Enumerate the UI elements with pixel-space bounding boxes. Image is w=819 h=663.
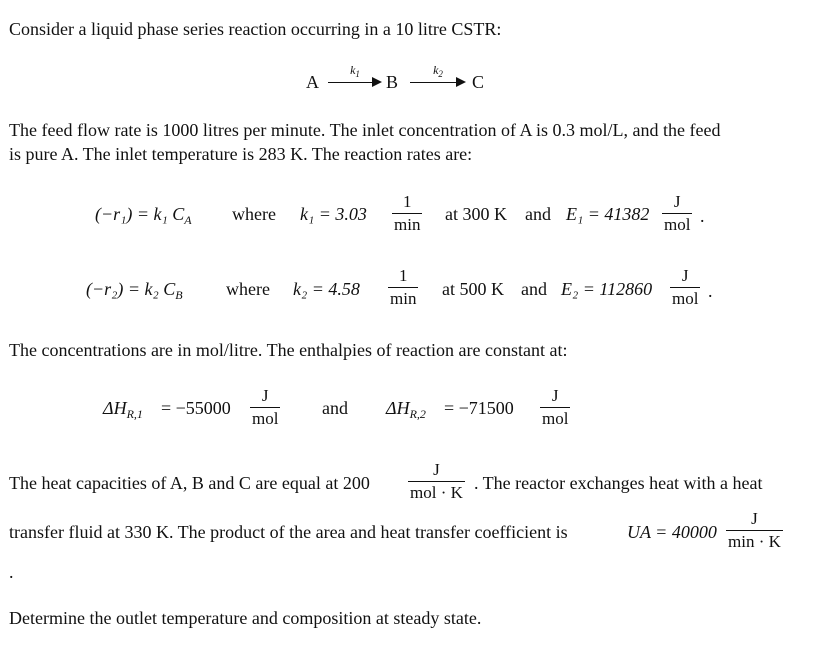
enthalpy-and: and <box>322 398 348 418</box>
arrow-k1-icon: $k_1$ <box>328 75 382 89</box>
rate1-activation-energy: E₁ = 41382 <box>566 204 650 224</box>
stray-dot: . <box>9 562 14 582</box>
species-a: A <box>306 72 319 92</box>
heat-line-1-start: The heat capacities of A, B and C are equal at 200 <box>9 473 370 493</box>
intro-text: Consider a liquid phase series reaction occurring in a 10 litre CSTR: <box>9 19 502 39</box>
rate1-unit-fraction: 1 min <box>394 192 421 234</box>
enthalpy-2-symbol: $\Delta H_{R,2}$ <box>386 398 426 421</box>
rate2-lhs: (−r₂) = k₂ $C_B$ <box>86 279 183 302</box>
enthalpy-1-value: = −55000 <box>161 398 231 418</box>
rate2-k: k₂ = 4.58 <box>293 279 360 299</box>
rate2-and: and <box>521 279 547 299</box>
rate2-energy-unit: J mol <box>672 266 699 308</box>
feed-line-2: is pure A. The inlet temperature is 283 K. The reaction rates are: <box>9 144 473 164</box>
rate2-period: . <box>708 281 713 301</box>
rate1-energy-unit: J mol <box>664 192 691 234</box>
concentrations-text: The concentrations are in mol/litre. The enthalpies of reaction are constant at: <box>9 340 568 360</box>
rate1-at-temp: at 300 K <box>445 204 507 224</box>
heat-capacity-unit: J mol · K <box>410 460 463 502</box>
rate2-where: where <box>226 279 270 299</box>
heat-line-1-end: . The reactor exchanges heat with a heat <box>474 473 763 493</box>
rate1-lhs: (−r₁) = k₁ $C_A$ <box>95 204 192 227</box>
enthalpy-2-unit: J mol <box>542 386 569 428</box>
rate2-unit-fraction: 1 min <box>390 266 417 308</box>
rate1-k: k₁ = 3.03 <box>300 204 367 224</box>
ua-unit: J min · K <box>728 509 781 551</box>
rate2-at-temp: at 500 K <box>442 279 504 299</box>
enthalpy-1-symbol: $\Delta H_{R,1}$ <box>103 398 143 421</box>
species-b: B <box>386 72 399 92</box>
enthalpy-1-unit: J mol <box>252 386 279 428</box>
rate1-where: where <box>232 204 276 224</box>
rate1-and: and <box>525 204 551 224</box>
question-text: Determine the outlet temperature and composition at steady state. <box>9 608 482 628</box>
species-c: C <box>472 72 485 92</box>
heat-line-2-start: transfer fluid at 330 K. The product of the area and heat transfer coefficient is <box>9 522 568 542</box>
feed-line-1: The feed flow rate is 1000 litres per minute. The inlet concentration of A is 0.3 mol/L, and the feed <box>9 120 721 140</box>
ua-value: UA = 40000 <box>627 522 717 542</box>
enthalpy-2-value: = −71500 <box>444 398 514 418</box>
rate1-period: . <box>700 206 705 226</box>
rate2-activation-energy: E₂ = 112860 <box>561 279 653 299</box>
arrow-k2-icon: $k_2$ <box>410 75 466 89</box>
